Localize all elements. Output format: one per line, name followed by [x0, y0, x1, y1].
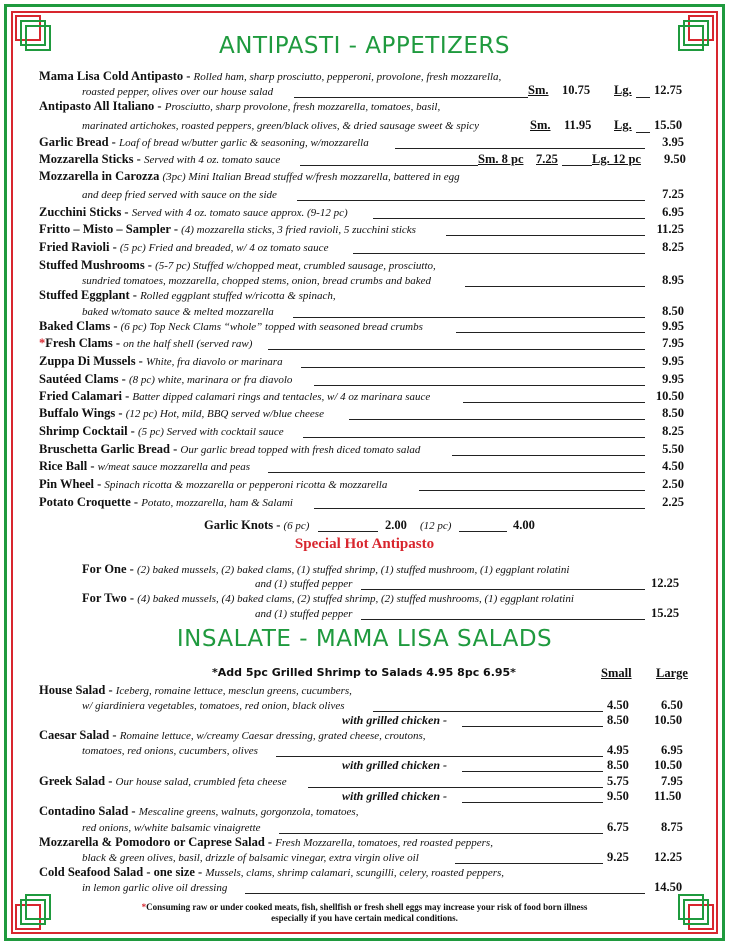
- menu-item: Rice Ball - w/meat sauce mozzarella and peas: [39, 459, 251, 473]
- menu-item: Zucchini Sticks - Served with 4 oz. tomato sauce approx. (9-12 pc): [39, 205, 348, 219]
- large-column-header: Large: [656, 666, 688, 680]
- menu-item: Potato Croquette - Potato, mozzarella, ham & Salami: [39, 495, 293, 509]
- menu-item-desc: and deep fried served with sauce on the side: [82, 189, 277, 201]
- menu-item: Antipasto All Italiano - Prosciutto, sharp provolone, fresh mozzarella, tomatoes, basil,: [39, 99, 441, 113]
- salad-item: Contadino Salad - Mescaline greens, walnuts, gorgonzola, tomatoes,: [39, 804, 359, 818]
- menu-item: Zuppa Di Mussels - White, fra diavolo or marinara: [39, 354, 283, 368]
- menu-item: Bruschetta Garlic Bread - Our garlic bread topped with fresh diced tomato salad: [39, 442, 421, 456]
- menu-item: Garlic Bread - Loaf of bread w/butter garlic & seasoning, w/mozzarella: [39, 135, 369, 149]
- small-column-header: Small: [601, 666, 632, 680]
- menu-item: Stuffed Mushrooms - (5-7 pc) Stuffed w/chopped meat, crumbled sausage, prosciutto,: [39, 258, 436, 272]
- garlic-knots: Garlic Knots - (6 pc): [204, 518, 310, 532]
- salad-item: Greek Salad - Our house salad, crumbled feta cheese: [39, 774, 287, 788]
- health-warning: *Consuming raw or under cooked meats, fish, shellfish or fresh shell eggs may increase your risk of food born illness especially if you have certain medical conditions.: [141, 902, 588, 923]
- menu-item: Mama Lisa Cold Antipasto - Rolled ham, sharp prosciutto, pepperoni, provolone, fresh mozzarella,: [39, 69, 502, 83]
- appetizers-title: ANTIPASTI - APPETIZERS: [219, 33, 510, 59]
- salad-item: Caesar Salad - Romaine lettuce, w/creamy Caesar dressing, grated cheese, croutons,: [39, 728, 426, 742]
- special-title: Special Hot Antipasto: [294, 536, 435, 552]
- menu-item-desc: marinated artichokes, roasted peppers, green/black olives, & dried sausage sweet & spicy: [82, 120, 479, 132]
- salad-item: House Salad - Iceberg, romaine lettuce, mesclun greens, cucumbers,: [39, 683, 352, 697]
- add-shrimp-note: *Add 5pc Grilled Shrimp to Salads 4.95 8pc 6.95*: [212, 666, 516, 679]
- salad-item: Cold Seafood Salad - one size - Mussels, clams, shrimp calamari, scungilli, celery, roasted peppers,: [39, 865, 505, 879]
- menu-item: Buffalo Wings - (12 pc) Hot, mild, BBQ served w/blue cheese: [39, 406, 324, 420]
- salads-title: INSALATE - MAMA LISA SALADS: [176, 626, 553, 652]
- menu-item: Mozzarella in Carozza (3pc) Mini Italian Bread stuffed w/fresh mozzarella, battered in egg: [39, 169, 460, 183]
- menu-item: Fried Calamari - Batter dipped calamari rings and tentacles, w/ 4 oz marinara sauce: [39, 389, 431, 403]
- special-for-two: For Two - (4) baked mussels, (4) baked clams, (2) stuffed shrimp, (2) stuffed mushrooms, (1) eggplant rolatini: [82, 591, 574, 605]
- menu-item: Pin Wheel - Spinach ricotta & mozzarella or pepperoni ricotta & mozzarella: [39, 477, 388, 491]
- menu-item: Fritto – Misto – Sampler - (4) mozzarella sticks, 3 fried ravioli, 5 zucchini sticks: [39, 222, 416, 236]
- menu-item-desc: sundried tomatoes, mozzarella, chopped stems, onion, bread crumbs and baked: [82, 275, 432, 287]
- menu-item-desc: baked w/tomato sauce & melted mozzarella: [82, 306, 274, 318]
- menu-item: Sautéed Clams - (8 pc) white, marinara or fra diavolo: [39, 372, 293, 386]
- menu-item: Fried Ravioli - (5 pc) Fried and breaded, w/ 4 oz tomato sauce: [39, 240, 329, 254]
- menu-item-desc: roasted pepper, olives over our house salad: [82, 86, 274, 98]
- menu-item: Baked Clams - (6 pc) Top Neck Clams “whole” topped with seasoned bread crumbs: [39, 319, 423, 333]
- salad-item: Mozzarella & Pomodoro or Caprese Salad - Fresh Mozzarella, tomatoes, red roasted peppers,: [39, 835, 493, 849]
- menu-item: Mozzarella Sticks - Served with 4 oz. tomato sauce: [39, 152, 281, 166]
- menu-item: Stuffed Eggplant - Rolled eggplant stuffed w/ricotta & spinach,: [39, 288, 336, 302]
- special-for-one: For One - (2) baked mussels, (2) baked clams, (1) stuffed shrimp, (1) stuffed mushroom, (1) eggplant rolatini: [82, 562, 570, 576]
- menu-item: Shrimp Cocktail - (5 pc) Served with cocktail sauce: [39, 424, 284, 438]
- menu-item: *Fresh Clams - on the half shell (served raw): [39, 336, 253, 350]
